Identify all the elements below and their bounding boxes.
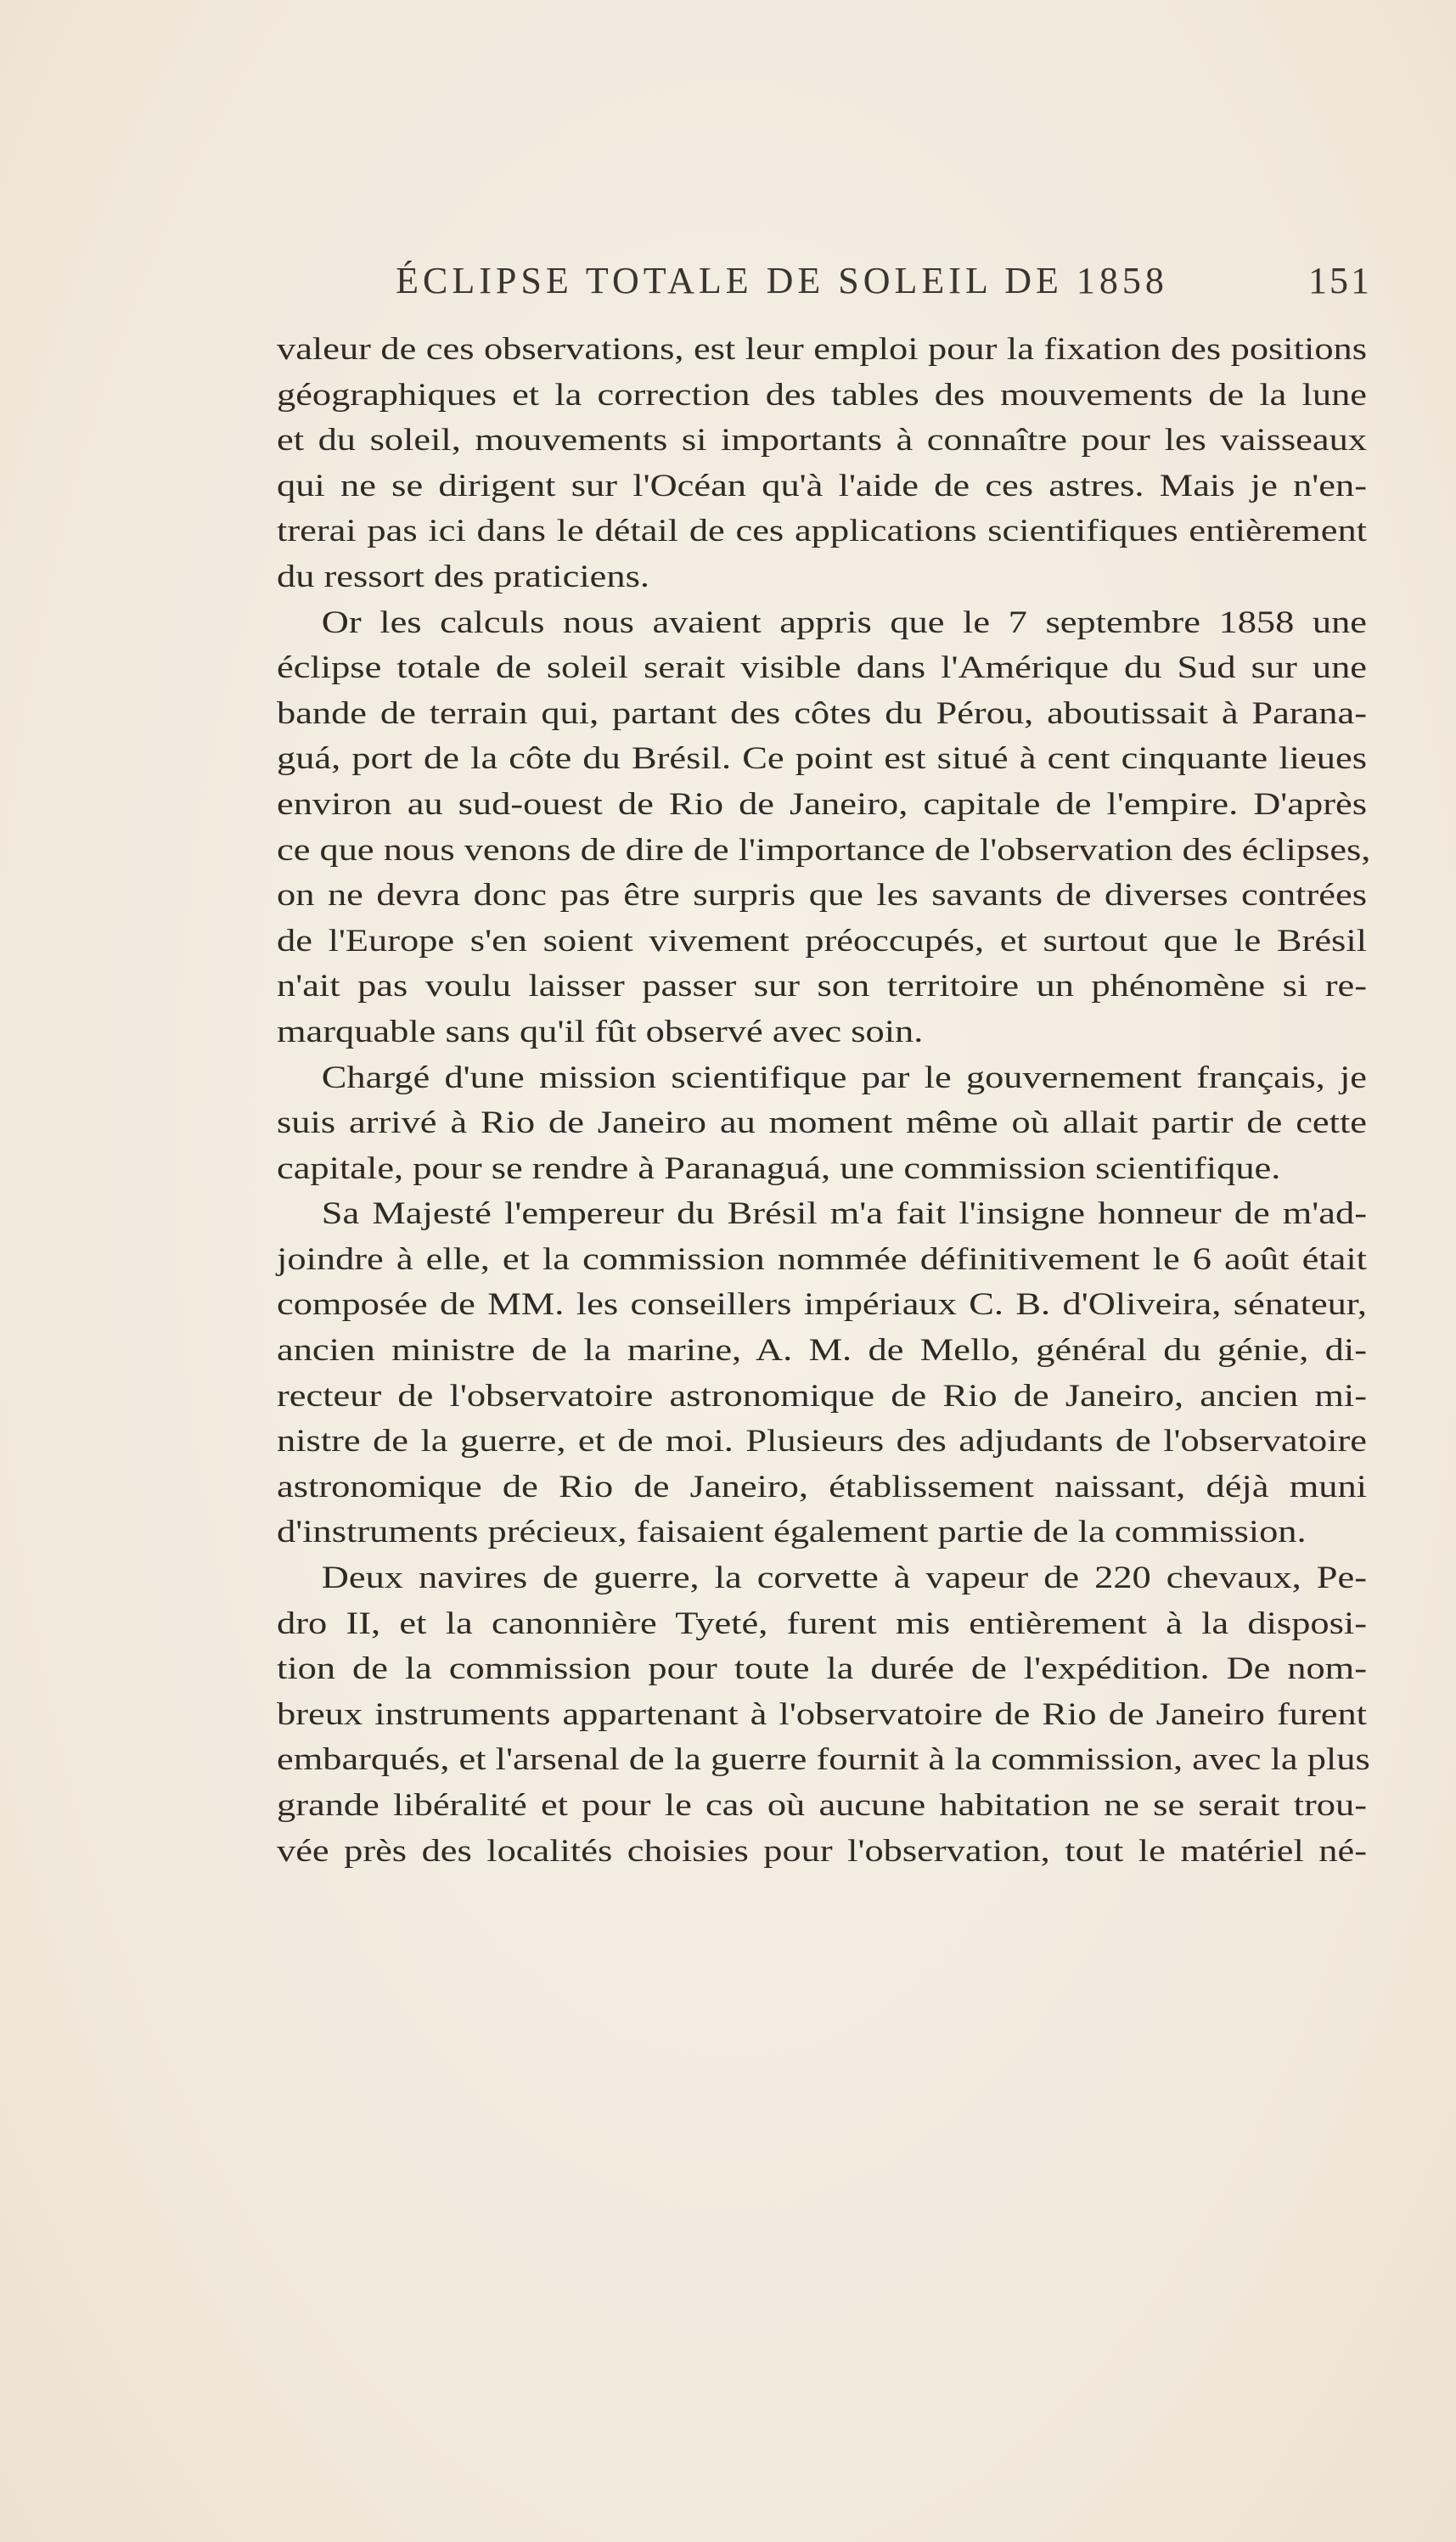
- text-line: dro II, et la canonnière Tyeté, furent mis entièrement à la disposi-: [277, 1606, 1367, 1641]
- text-line: recteur de l'observatoire astronomique de Rio de Janeiro, ancien mi-: [277, 1378, 1367, 1414]
- text-line: embarqués, et l'arsenal de la guerre fournit à la commission, avec la plus: [277, 1742, 1370, 1778]
- body-text: [277, 327, 1371, 1874]
- text-line: nistre de la guerre, et de moi. Plusieurs des adjudants de l'observatoire: [277, 1424, 1367, 1459]
- text-line: géographiques et la correction des tables des mouvements de la lune: [277, 377, 1367, 413]
- text-line: qui ne se dirigent sur l'Océan qu'à l'aide de ces astres. Mais je n'en-: [277, 468, 1367, 503]
- text-line: d'instruments précieux, faisaient également partie de la commission.: [277, 1515, 1307, 1550]
- page-number: 151: [1308, 260, 1372, 301]
- text-line: Deux navires de guerre, la corvette à vapeur de 220 chevaux, Pe-: [321, 1561, 1367, 1596]
- text-line: éclipse totale de soleil serait visible dans l'Amérique du Sud sur une: [277, 650, 1367, 686]
- text-line: on ne devra donc pas être surpris que les savants de diverses contrées: [277, 878, 1367, 914]
- text-line: composée de MM. les conseillers impériaux C. B. d'Oliveira, sénateur,: [277, 1287, 1367, 1323]
- text-line: n'ait pas voulu laisser passer sur son territoire un phénomène si re-: [277, 969, 1367, 1004]
- paragraph: [277, 327, 1367, 600]
- text-line: trerai pas ici dans le détail de ces applications scientifiques entièrement: [277, 514, 1367, 549]
- text-line: joindre à elle, et la commission nommée définitivement le 6 août était: [277, 1241, 1367, 1277]
- text-line: Or les calculs nous avaient appris que le 7 septembre 1858 une: [321, 605, 1367, 640]
- running-title: ÉCLIPSE TOTALE DE SOLEIL DE 1858: [396, 260, 1168, 301]
- paragraph: [277, 1555, 1370, 1874]
- text-line: breux instruments appartenant à l'observatoire de Rio de Janeiro furent: [277, 1696, 1367, 1732]
- running-head: [277, 259, 1372, 310]
- text-line: Chargé d'une mission scientifique par le gouvernement français, je: [321, 1060, 1367, 1095]
- text-line: ancien ministre de la marine, A. M. de Mello, général du génie, di-: [277, 1333, 1367, 1369]
- text-line: capitale, pour se rendre à Paranaguá, une commission scientifique.: [277, 1150, 1281, 1186]
- text-line: Sa Majesté l'empereur du Brésil m'a fait l'insigne honneur de m'ad-: [321, 1196, 1367, 1232]
- text-line: environ au sud-ouest de Rio de Janeiro, capitale de l'empire. D'après: [277, 786, 1367, 822]
- text-line: et du soleil, mouvements si importants à connaître pour les vaisseaux: [277, 423, 1367, 458]
- text-line: marquable sans qu'il fût observé avec soin.: [277, 1014, 924, 1049]
- text-line: tion de la commission pour toute la durée de l'expédition. De nom-: [277, 1651, 1367, 1687]
- paragraph: [277, 1191, 1367, 1555]
- text-line: suis arrivé à Rio de Janeiro au moment même où allait partir de cette: [277, 1105, 1367, 1141]
- text-line: vée près des localités choisies pour l'observation, tout le matériel né-: [277, 1833, 1367, 1869]
- paragraph: [277, 1055, 1367, 1192]
- text-line: astronomique de Rio de Janeiro, établissement naissant, déjà muni: [277, 1469, 1367, 1504]
- text-line: ce que nous venons de dire de l'importance de l'observation des éclipses,: [277, 832, 1371, 868]
- text-line: valeur de ces observations, est leur emploi pour la fixation des positions: [277, 332, 1367, 367]
- text-line: bande de terrain qui, partant des côtes du Pérou, aboutissait à Parana-: [277, 695, 1367, 731]
- text-line: grande libéralité et pour le cas où aucune habitation ne se serait trou-: [277, 1788, 1367, 1823]
- text-line: de l'Europe s'en soient vivement préoccupés, et surtout que le Brésil: [277, 923, 1367, 959]
- text-line: guá, port de la côte du Brésil. Ce point est situé à cent cinquante lieues: [277, 741, 1367, 777]
- text-line: du ressort des praticiens.: [277, 559, 649, 594]
- paragraph: [277, 600, 1371, 1055]
